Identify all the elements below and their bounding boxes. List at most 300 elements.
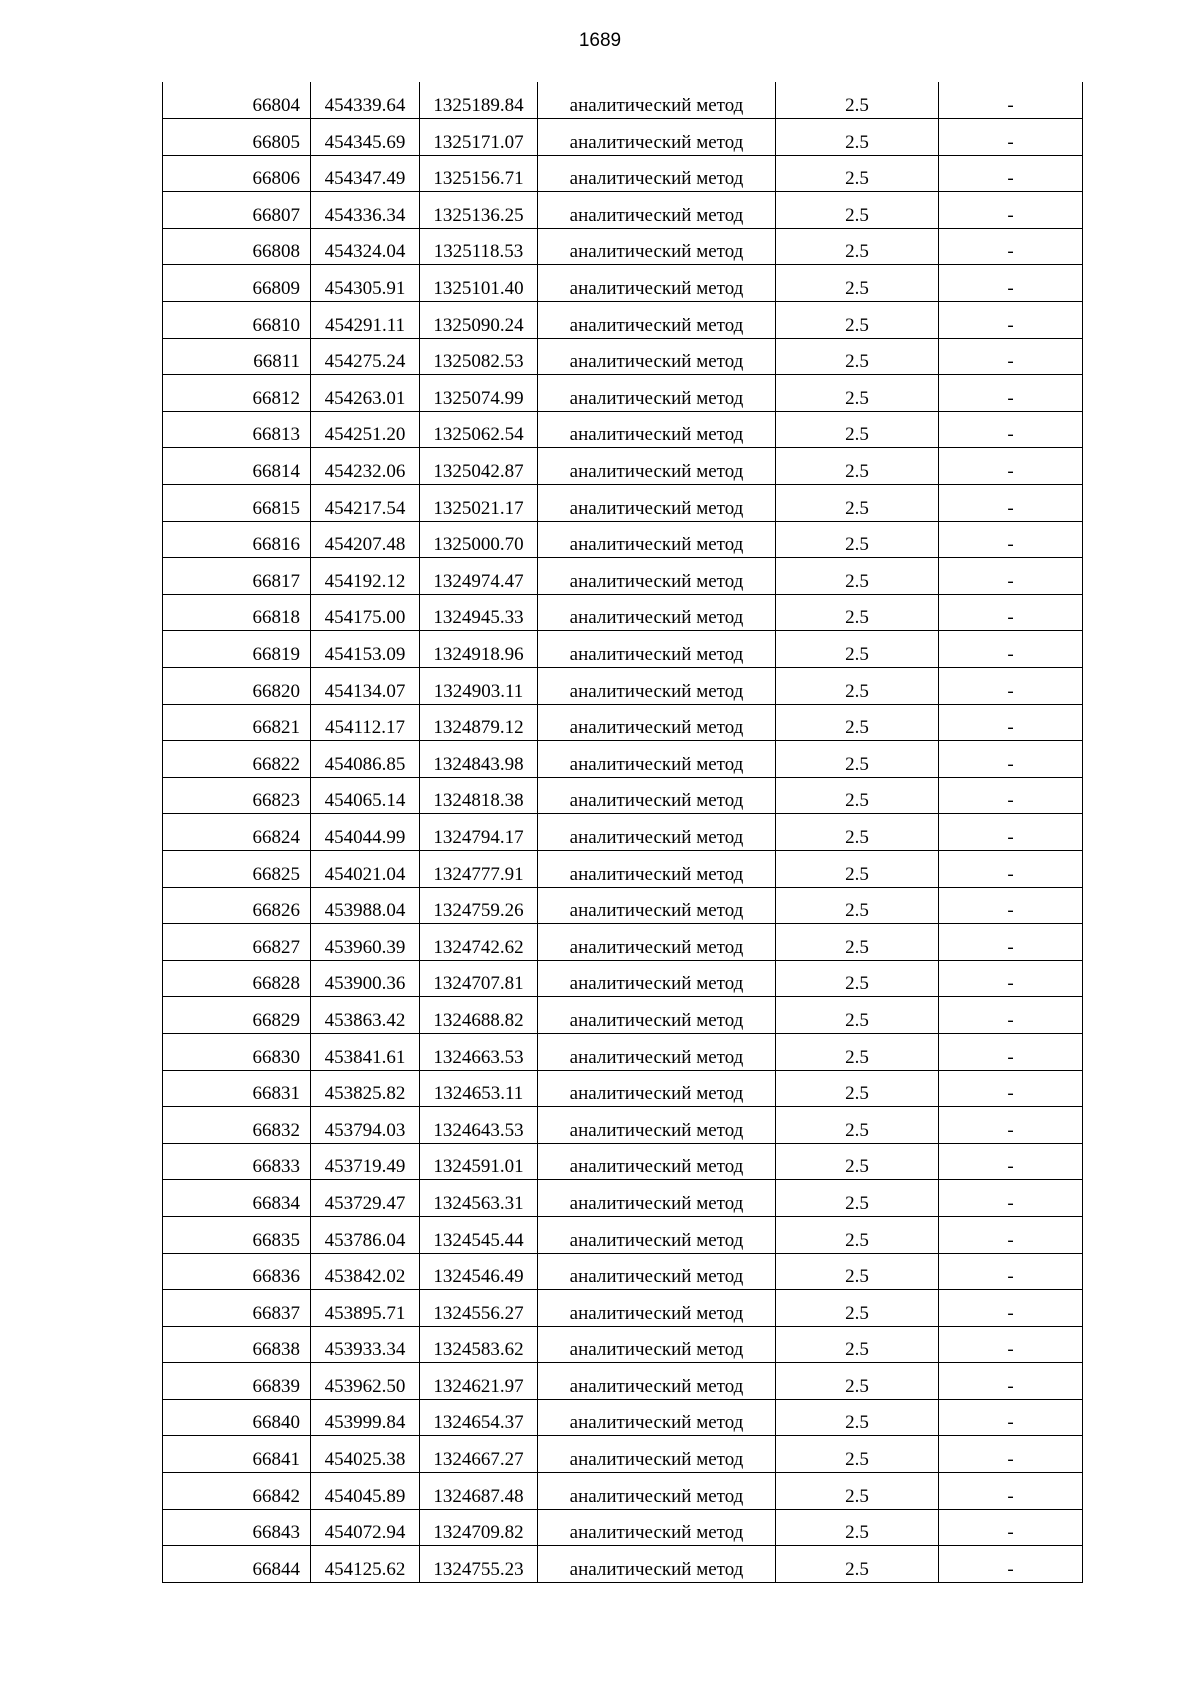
- method-cell-text: аналитический метод: [569, 717, 744, 739]
- table-row: [163, 119, 1083, 156]
- accuracy-cell: [776, 1509, 939, 1546]
- accuracy-cell: [776, 1143, 939, 1180]
- coordinate-x-cell-text: 454339.64: [324, 95, 406, 117]
- table-row: [163, 1253, 1083, 1290]
- coordinate-x-cell-text: 454251.20: [324, 424, 406, 446]
- coordinate-y-cell-text: 1324643.53: [433, 1119, 524, 1141]
- description-cell: [939, 704, 1083, 741]
- accuracy-cell: [776, 850, 939, 887]
- coordinate-y-cell-text: 1324777.91: [433, 863, 524, 885]
- method-cell: [538, 375, 776, 412]
- coordinate-y-cell-text: 1325082.53: [433, 351, 524, 373]
- coordinate-x-cell: [311, 1363, 420, 1400]
- description-cell-text: -: [1007, 790, 1014, 812]
- coordinate-y-cell-text: 1324879.12: [433, 717, 524, 739]
- point-number-cell-text: 66813: [252, 424, 300, 446]
- point-number-cell-text: 66821: [252, 717, 300, 739]
- coordinate-y-cell-text: 1324794.17: [433, 826, 524, 848]
- description-cell-text: -: [1007, 1229, 1014, 1251]
- coordinate-x-cell-text: 454207.48: [324, 534, 406, 556]
- coordinate-y-cell-text: 1324667.27: [433, 1449, 524, 1471]
- coordinate-x-cell-text: 454232.06: [324, 461, 406, 483]
- description-cell: [939, 631, 1083, 668]
- method-cell-text: аналитический метод: [569, 863, 744, 885]
- description-cell: [939, 1326, 1083, 1363]
- description-cell-text: -: [1007, 680, 1014, 702]
- method-cell: [538, 814, 776, 851]
- accuracy-cell: [776, 924, 939, 961]
- coordinate-x-cell: [311, 924, 420, 961]
- point-number-cell-text: 66817: [252, 570, 300, 592]
- coordinate-y-cell: [420, 1216, 538, 1253]
- coordinate-x-cell: [311, 82, 420, 119]
- method-cell: [538, 192, 776, 229]
- coordinate-x-cell-text: 454263.01: [324, 387, 406, 409]
- method-cell: [538, 119, 776, 156]
- description-cell: [939, 155, 1083, 192]
- point-number-cell: [163, 1070, 311, 1107]
- coordinate-x-cell-text: 454072.94: [324, 1522, 406, 1544]
- description-cell: [939, 741, 1083, 778]
- method-cell: [538, 155, 776, 192]
- description-cell-text: -: [1007, 1009, 1014, 1031]
- method-cell-text: аналитический метод: [569, 753, 744, 775]
- method-cell: [538, 1216, 776, 1253]
- coordinate-x-cell-text: 453988.04: [324, 900, 406, 922]
- coordinate-y-cell-text: 1325118.53: [433, 241, 524, 263]
- description-cell: [939, 1546, 1083, 1583]
- description-cell-text: -: [1007, 863, 1014, 885]
- accuracy-cell-text: 2.5: [845, 680, 869, 702]
- description-cell-text: -: [1007, 278, 1014, 300]
- point-number-cell: [163, 668, 311, 705]
- point-number-cell-text: 66831: [252, 1083, 300, 1105]
- method-cell: [538, 887, 776, 924]
- point-number-cell-text: 66844: [252, 1558, 300, 1580]
- method-cell-text: аналитический метод: [569, 204, 744, 226]
- accuracy-cell: [776, 119, 939, 156]
- description-cell: [939, 338, 1083, 375]
- coordinate-x-cell-text: 454045.89: [324, 1485, 406, 1507]
- coordinate-x-cell-text: 453962.50: [324, 1375, 406, 1397]
- description-cell-text: -: [1007, 1339, 1014, 1361]
- table-row: [163, 192, 1083, 229]
- coordinate-y-cell-text: 1324709.82: [433, 1522, 524, 1544]
- coordinate-y-cell-text: 1324621.97: [433, 1375, 524, 1397]
- method-cell: [538, 1107, 776, 1144]
- table-row: [163, 704, 1083, 741]
- method-cell-text: аналитический метод: [569, 534, 744, 556]
- point-number-cell-text: 66841: [252, 1449, 300, 1471]
- coordinate-x-cell: [311, 302, 420, 339]
- coordinate-y-cell: [420, 411, 538, 448]
- accuracy-cell: [776, 631, 939, 668]
- accuracy-cell-text: 2.5: [845, 1192, 869, 1214]
- coordinate-y-cell-text: 1325074.99: [433, 387, 524, 409]
- description-cell-text: -: [1007, 826, 1014, 848]
- coordinate-y-cell-text: 1324918.96: [433, 644, 524, 665]
- description-cell-text: -: [1007, 1375, 1014, 1397]
- description-cell-text: -: [1007, 168, 1014, 190]
- coordinate-y-cell-text: 1324653.11: [433, 1083, 524, 1105]
- coordinate-x-cell: [311, 1070, 420, 1107]
- method-cell-text: аналитический метод: [569, 241, 744, 263]
- point-number-cell-text: 66838: [252, 1339, 300, 1361]
- coordinate-y-cell: [420, 704, 538, 741]
- coordinate-x-cell: [311, 375, 420, 412]
- point-number-cell-text: 66828: [252, 973, 300, 995]
- method-cell: [538, 1326, 776, 1363]
- point-number-cell: [163, 119, 311, 156]
- point-number-cell: [163, 228, 311, 265]
- accuracy-cell-text: 2.5: [845, 497, 869, 519]
- accuracy-cell: [776, 411, 939, 448]
- method-cell-text: аналитический метод: [569, 1046, 744, 1068]
- method-cell: [538, 704, 776, 741]
- point-number-cell: [163, 594, 311, 631]
- point-number-cell: [163, 192, 311, 229]
- accuracy-cell-text: 2.5: [845, 534, 869, 556]
- coordinate-y-cell: [420, 814, 538, 851]
- accuracy-cell-text: 2.5: [845, 1485, 869, 1507]
- coordinate-y-cell: [420, 192, 538, 229]
- accuracy-cell: [776, 1436, 939, 1473]
- coordinate-x-cell-text: 454324.04: [324, 241, 406, 263]
- coordinate-y-cell: [420, 1143, 538, 1180]
- description-cell-text: -: [1007, 95, 1014, 117]
- method-cell-text: аналитический метод: [569, 1192, 744, 1214]
- table-row: [163, 265, 1083, 302]
- coordinate-x-cell-text: 454336.34: [324, 204, 406, 226]
- point-number-cell: [163, 1253, 311, 1290]
- coordinate-x-cell: [311, 1509, 420, 1546]
- point-number-cell: [163, 1546, 311, 1583]
- method-cell: [538, 668, 776, 705]
- description-cell-text: -: [1007, 936, 1014, 958]
- accuracy-cell: [776, 1399, 939, 1436]
- coordinate-y-cell-text: 1324663.53: [433, 1046, 524, 1068]
- coordinate-y-cell: [420, 631, 538, 668]
- coordinate-x-cell: [311, 155, 420, 192]
- accuracy-cell-text: 2.5: [845, 351, 869, 373]
- coordinate-y-cell-text: 1325021.17: [433, 497, 524, 519]
- coordinate-y-cell: [420, 1399, 538, 1436]
- description-cell: [939, 960, 1083, 997]
- coordinate-x-cell: [311, 558, 420, 595]
- method-cell: [538, 1363, 776, 1400]
- coordinate-y-cell-text: 1324654.37: [433, 1412, 524, 1434]
- coordinate-x-cell: [311, 1473, 420, 1510]
- point-number-cell-text: 66814: [252, 461, 300, 483]
- accuracy-cell: [776, 521, 939, 558]
- method-cell: [538, 1253, 776, 1290]
- coordinate-y-cell: [420, 997, 538, 1034]
- description-cell: [939, 1216, 1083, 1253]
- coordinate-x-cell-text: 453841.61: [324, 1046, 406, 1068]
- method-cell-text: аналитический метод: [569, 1558, 744, 1580]
- coordinate-y-cell: [420, 119, 538, 156]
- description-cell: [939, 1180, 1083, 1217]
- accuracy-cell: [776, 155, 939, 192]
- method-cell-text: аналитический метод: [569, 168, 744, 190]
- method-cell-text: аналитический метод: [569, 826, 744, 848]
- point-number-cell-text: 66805: [252, 131, 300, 153]
- point-number-cell: [163, 1399, 311, 1436]
- coordinate-x-cell-text: 454153.09: [324, 644, 406, 665]
- table-row: [163, 1290, 1083, 1327]
- coordinate-y-cell: [420, 375, 538, 412]
- coordinate-x-cell-text: 453825.82: [324, 1083, 406, 1105]
- point-number-cell: [163, 1326, 311, 1363]
- point-number-cell-text: 66818: [252, 607, 300, 629]
- point-number-cell: [163, 777, 311, 814]
- description-cell: [939, 1107, 1083, 1144]
- description-cell: [939, 228, 1083, 265]
- coordinate-x-cell-text: 453842.02: [324, 1266, 406, 1288]
- coordinate-y-cell-text: 1324974.47: [433, 570, 524, 592]
- accuracy-cell-text: 2.5: [845, 826, 869, 848]
- table-row: [163, 448, 1083, 485]
- coordinate-y-cell: [420, 485, 538, 522]
- description-cell: [939, 192, 1083, 229]
- point-number-cell: [163, 1290, 311, 1327]
- coordinate-x-cell-text: 454065.14: [324, 790, 406, 812]
- coordinate-y-cell: [420, 82, 538, 119]
- description-cell: [939, 375, 1083, 412]
- table-row: [163, 1363, 1083, 1400]
- point-number-cell-text: 66811: [253, 351, 300, 373]
- accuracy-cell-text: 2.5: [845, 644, 869, 665]
- accuracy-cell: [776, 228, 939, 265]
- method-cell: [538, 997, 776, 1034]
- description-cell: [939, 1290, 1083, 1327]
- coordinate-x-cell-text: 454347.49: [324, 168, 406, 190]
- method-cell: [538, 777, 776, 814]
- description-cell-text: -: [1007, 534, 1014, 556]
- description-cell-text: -: [1007, 351, 1014, 373]
- method-cell: [538, 521, 776, 558]
- accuracy-cell: [776, 265, 939, 302]
- coordinate-x-cell: [311, 1546, 420, 1583]
- table-row: [163, 631, 1083, 668]
- description-cell-text: -: [1007, 1266, 1014, 1288]
- table-row: [163, 338, 1083, 375]
- table-row: [163, 521, 1083, 558]
- point-number-cell-text: 66835: [252, 1229, 300, 1251]
- method-cell-text: аналитический метод: [569, 1229, 744, 1251]
- table-row: [163, 924, 1083, 961]
- point-number-cell: [163, 1216, 311, 1253]
- table-row: [163, 1107, 1083, 1144]
- coordinate-y-cell: [420, 924, 538, 961]
- coordinate-x-cell-text: 454217.54: [324, 497, 406, 519]
- description-cell: [939, 1473, 1083, 1510]
- accuracy-cell-text: 2.5: [845, 753, 869, 775]
- point-number-cell: [163, 924, 311, 961]
- description-cell-text: -: [1007, 717, 1014, 739]
- method-cell-text: аналитический метод: [569, 1302, 744, 1324]
- coordinate-y-cell: [420, 960, 538, 997]
- page-number: 1689: [578, 30, 622, 51]
- accuracy-cell: [776, 594, 939, 631]
- accuracy-cell: [776, 338, 939, 375]
- table-row: [163, 960, 1083, 997]
- description-cell: [939, 1436, 1083, 1473]
- accuracy-cell-text: 2.5: [845, 204, 869, 226]
- description-cell: [939, 997, 1083, 1034]
- accuracy-cell: [776, 302, 939, 339]
- point-number-cell-text: 66837: [252, 1302, 300, 1324]
- coordinate-x-cell: [311, 997, 420, 1034]
- accuracy-cell-text: 2.5: [845, 1522, 869, 1544]
- point-number-cell: [163, 558, 311, 595]
- method-cell: [538, 1473, 776, 1510]
- accuracy-cell: [776, 668, 939, 705]
- method-cell: [538, 1399, 776, 1436]
- point-number-cell: [163, 814, 311, 851]
- accuracy-cell: [776, 1070, 939, 1107]
- method-cell: [538, 82, 776, 119]
- method-cell-text: аналитический метод: [569, 607, 744, 629]
- coordinate-y-cell: [420, 777, 538, 814]
- description-cell-text: -: [1007, 1192, 1014, 1214]
- table-row: [163, 1143, 1083, 1180]
- coordinate-x-cell: [311, 594, 420, 631]
- method-cell-text: аналитический метод: [569, 680, 744, 702]
- coordinate-x-cell: [311, 668, 420, 705]
- coordinate-y-cell: [420, 1473, 538, 1510]
- method-cell: [538, 1033, 776, 1070]
- description-cell: [939, 1509, 1083, 1546]
- accuracy-cell: [776, 1363, 939, 1400]
- coordinate-y-cell: [420, 741, 538, 778]
- description-cell-text: -: [1007, 644, 1014, 665]
- accuracy-cell: [776, 814, 939, 851]
- method-cell: [538, 594, 776, 631]
- accuracy-cell: [776, 1546, 939, 1583]
- method-cell-text: аналитический метод: [569, 973, 744, 995]
- description-cell: [939, 448, 1083, 485]
- description-cell-text: -: [1007, 1412, 1014, 1434]
- table-row: [163, 741, 1083, 778]
- coordinate-y-cell: [420, 1290, 538, 1327]
- description-cell: [939, 119, 1083, 156]
- coordinate-x-cell: [311, 1253, 420, 1290]
- point-number-cell-text: 66842: [252, 1485, 300, 1507]
- description-cell: [939, 887, 1083, 924]
- accuracy-cell-text: 2.5: [845, 461, 869, 483]
- coordinate-x-cell-text: 454134.07: [324, 680, 406, 702]
- accuracy-cell: [776, 485, 939, 522]
- coordinate-y-cell: [420, 1546, 538, 1583]
- coordinate-x-cell: [311, 741, 420, 778]
- method-cell-text: аналитический метод: [569, 1009, 744, 1031]
- coordinate-x-cell: [311, 814, 420, 851]
- method-cell-text: аналитический метод: [569, 790, 744, 812]
- coordinate-y-cell: [420, 887, 538, 924]
- description-cell: [939, 850, 1083, 887]
- method-cell: [538, 1180, 776, 1217]
- table-row: [163, 997, 1083, 1034]
- coordinate-y-cell-text: 1325042.87: [433, 461, 524, 483]
- accuracy-cell-text: 2.5: [845, 1156, 869, 1178]
- method-cell-text: аналитический метод: [569, 1449, 744, 1471]
- description-cell: [939, 1399, 1083, 1436]
- coordinate-x-cell: [311, 192, 420, 229]
- accuracy-cell: [776, 997, 939, 1034]
- coordinate-x-cell: [311, 485, 420, 522]
- method-cell-text: аналитический метод: [569, 1522, 744, 1544]
- coordinate-y-cell: [420, 265, 538, 302]
- coordinate-y-cell-text: 1325171.07: [433, 131, 524, 153]
- point-number-cell: [163, 741, 311, 778]
- accuracy-cell: [776, 1253, 939, 1290]
- table-row: [163, 485, 1083, 522]
- coordinate-y-cell: [420, 1033, 538, 1070]
- coordinate-x-cell: [311, 631, 420, 668]
- accuracy-cell: [776, 1290, 939, 1327]
- coordinate-y-cell: [420, 448, 538, 485]
- coordinate-y-cell: [420, 1070, 538, 1107]
- table-row: [163, 594, 1083, 631]
- description-cell: [939, 1033, 1083, 1070]
- point-number-cell: [163, 1473, 311, 1510]
- method-cell: [538, 1290, 776, 1327]
- coordinate-y-cell: [420, 1326, 538, 1363]
- coordinate-x-cell-text: 454086.85: [324, 753, 406, 775]
- accuracy-cell: [776, 777, 939, 814]
- description-cell: [939, 265, 1083, 302]
- method-cell-text: аналитический метод: [569, 644, 744, 665]
- coordinate-x-cell: [311, 777, 420, 814]
- method-cell-text: аналитический метод: [569, 1375, 744, 1397]
- coordinate-y-cell-text: 1325062.54: [433, 424, 524, 446]
- method-cell-text: аналитический метод: [569, 278, 744, 300]
- coordinate-y-cell: [420, 521, 538, 558]
- point-number-cell-text: 66830: [252, 1046, 300, 1068]
- description-cell-text: -: [1007, 1302, 1014, 1324]
- description-cell-text: -: [1007, 241, 1014, 263]
- accuracy-cell-text: 2.5: [845, 131, 869, 153]
- coordinate-y-cell: [420, 302, 538, 339]
- accuracy-cell: [776, 704, 939, 741]
- accuracy-cell-text: 2.5: [845, 936, 869, 958]
- point-number-cell: [163, 704, 311, 741]
- point-number-cell-text: 66819: [252, 644, 300, 665]
- table-row: [163, 1033, 1083, 1070]
- method-cell: [538, 631, 776, 668]
- coordinate-y-cell-text: 1324591.01: [433, 1156, 524, 1178]
- coordinate-y-cell: [420, 155, 538, 192]
- coordinate-y-cell-text: 1325000.70: [433, 534, 524, 556]
- description-cell: [939, 668, 1083, 705]
- accuracy-cell-text: 2.5: [845, 95, 869, 117]
- method-cell-text: аналитический метод: [569, 1156, 744, 1178]
- coordinate-x-cell-text: 454125.62: [324, 1558, 406, 1580]
- coordinate-y-cell-text: 1324759.26: [433, 900, 524, 922]
- description-cell-text: -: [1007, 1119, 1014, 1141]
- point-number-cell: [163, 82, 311, 119]
- accuracy-cell-text: 2.5: [845, 314, 869, 336]
- point-number-cell: [163, 302, 311, 339]
- accuracy-cell-text: 2.5: [845, 900, 869, 922]
- coordinate-y-cell: [420, 338, 538, 375]
- accuracy-cell-text: 2.5: [845, 1046, 869, 1068]
- coordinate-x-cell-text: 454025.38: [324, 1449, 406, 1471]
- coordinate-x-cell: [311, 411, 420, 448]
- coordinate-x-cell: [311, 265, 420, 302]
- method-cell-text: аналитический метод: [569, 570, 744, 592]
